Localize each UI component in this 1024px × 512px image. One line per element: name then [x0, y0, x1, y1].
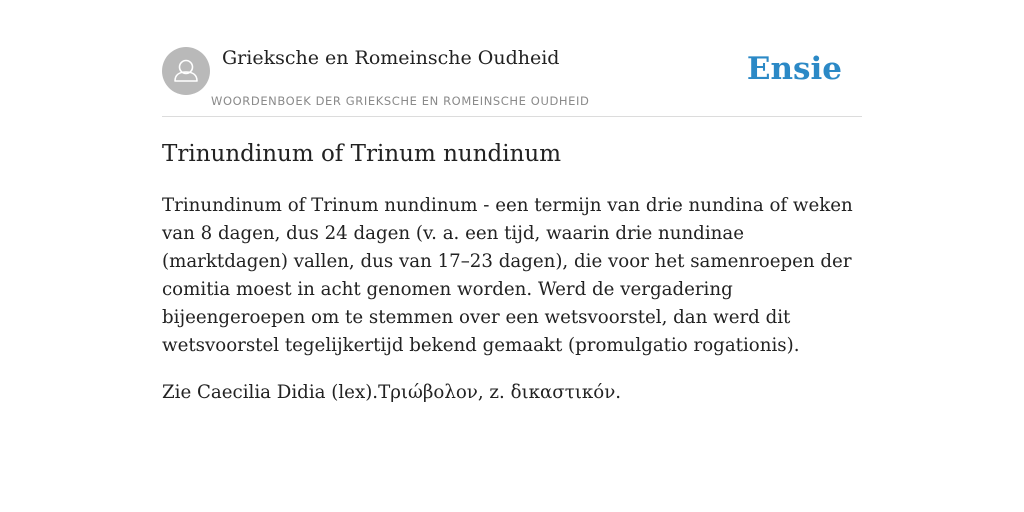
entry-title: Trinundinum of Trinum nundinum [162, 141, 562, 167]
source-subtitle[interactable]: WOORDENBOEK DER GRIEKSCHE EN ROMEINSCHE OUDHEID [211, 94, 590, 108]
ensie-logo[interactable]: Ensie [746, 51, 842, 87]
source-title[interactable]: Grieksche en Romeinsche Oudheid [222, 47, 560, 69]
user-icon[interactable] [162, 47, 210, 95]
source-header [162, 0, 862, 117]
page-container [162, 0, 862, 403]
entry-definition: Trinundinum of Trinum nundinum - een termijn van drie nundina of weken van 8 dagen, dus 24 dagen (v. a. een tijd, waarin drie nundinae (marktdagen) vallen, dus van 17–23 dagen), die voor het samenroepen der comitia moest in acht genomen worden. Werd de vergadering bijeengeroepen om te stemmen over een wetsvoorstel, dan werd dit wetsvoorstel tegelijkertijd bekend gemaakt (promulgatio rogationis). [162, 195, 853, 356]
entry-see-also: Zie Caecilia Didia (lex).Τριώβολον, z. δικαστικόν. [162, 382, 622, 403]
